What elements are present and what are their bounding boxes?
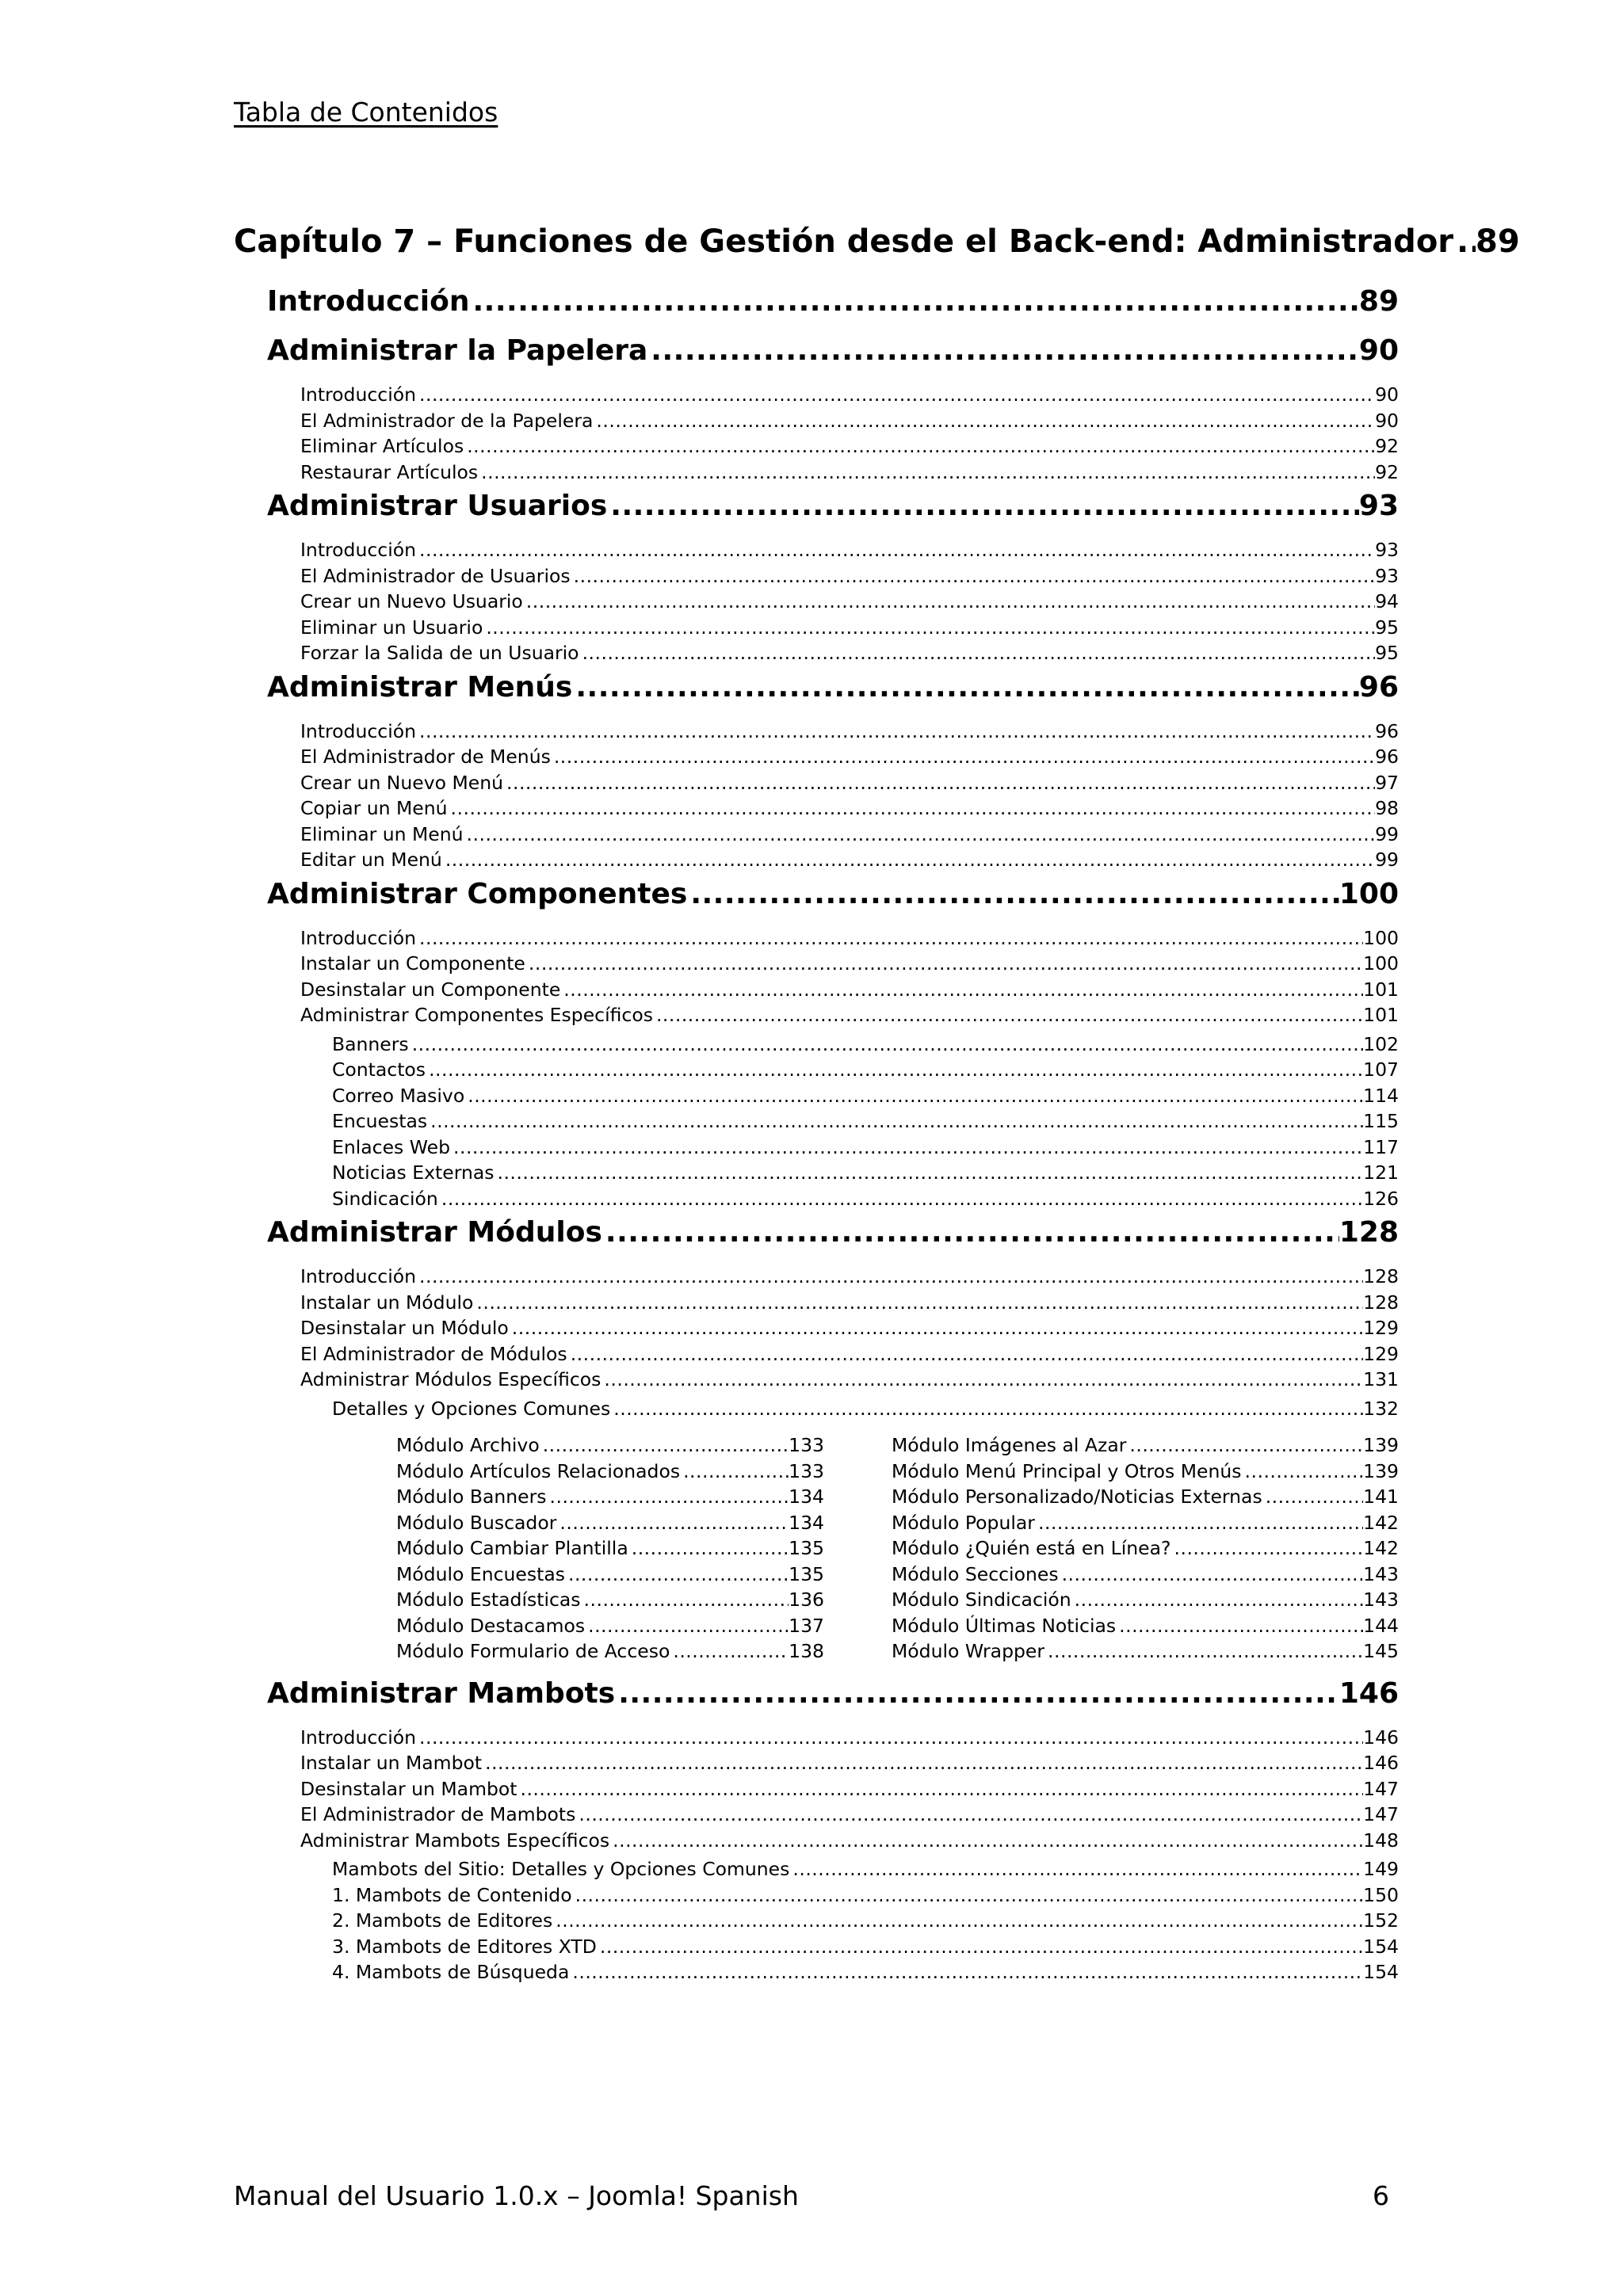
dot-leader (789, 1858, 1363, 1880)
toc-subitem[interactable] (332, 1961, 1399, 1987)
dot-leader (572, 671, 1359, 704)
dot-leader (556, 1512, 789, 1534)
dot-leader (503, 772, 1375, 794)
toc-subitem[interactable] (332, 1136, 1399, 1162)
toc-entry-title: Encuestas (332, 1110, 428, 1132)
toc-entry-page: 129 (1363, 1317, 1399, 1339)
dot-leader (448, 797, 1376, 819)
dot-leader (464, 823, 1376, 845)
dot-leader (551, 746, 1375, 768)
toc-entry-page: 93 (1375, 564, 1399, 587)
toc-entry-page: 90 (1375, 409, 1399, 432)
dot-leader (525, 952, 1363, 974)
toc-item[interactable] (300, 1829, 1399, 1855)
toc-entry-page: 143 (1363, 1589, 1399, 1611)
toc-entry-title: El Administrador de Usuarios (300, 564, 571, 587)
toc-entry-page: 133 (789, 1459, 824, 1482)
dot-leader (602, 1216, 1339, 1249)
dot-leader (628, 1537, 789, 1559)
toc-module-item[interactable] (892, 1512, 1399, 1538)
toc-section[interactable] (267, 334, 1399, 380)
toc-section[interactable] (267, 285, 1399, 331)
dot-leader (478, 461, 1375, 483)
toc-item[interactable] (300, 1004, 1399, 1030)
toc-entry-title: Introducción (300, 1726, 417, 1749)
toc-entry-title: Módulo Artículos Relacionados (396, 1459, 681, 1482)
dot-leader (1171, 1537, 1364, 1559)
toc-entry-title: Editar un Menú (300, 849, 442, 871)
toc-entry-title: Módulo Menú Principal y Otros Menús (892, 1459, 1242, 1482)
toc-item[interactable] (300, 461, 1399, 487)
toc-item[interactable] (300, 1368, 1399, 1394)
toc-entry-page: 89 (1358, 285, 1399, 318)
toc-entry-page: 143 (1363, 1562, 1399, 1585)
dot-leader (610, 1398, 1363, 1420)
toc-item[interactable] (300, 927, 1399, 953)
toc-entry-page: 100 (1338, 877, 1399, 910)
toc-entry-page: 142 (1363, 1511, 1399, 1534)
toc-entry-page: 136 (789, 1589, 824, 1611)
toc-subitem-list (234, 1858, 1399, 1987)
dot-leader (442, 849, 1375, 871)
toc-item[interactable] (300, 590, 1399, 616)
dot-leader (416, 927, 1363, 949)
toc-item[interactable] (300, 1726, 1399, 1753)
toc-item[interactable] (300, 1803, 1399, 1829)
toc-entry-title: 2. Mambots de Editores (332, 1909, 553, 1932)
toc-entry-title: Eliminar Artículos (300, 435, 464, 457)
toc-item[interactable] (300, 410, 1399, 436)
toc-entry-title: Desinstalar un Módulo (300, 1317, 509, 1339)
toc-item-list (234, 1265, 1399, 1394)
toc-entry-page: 90 (1375, 383, 1399, 406)
dot-leader (581, 1589, 789, 1611)
toc-entry-title: Módulo Archivo (396, 1434, 540, 1456)
dot-leader (416, 1265, 1363, 1287)
toc-entry-page: 141 (1363, 1486, 1399, 1508)
footer-title: Manual del Usuario 1.0.x – Joomla! Spanish (234, 2180, 799, 2211)
toc-entry-title: Administrar Módulos (267, 1216, 602, 1249)
dot-leader (523, 590, 1375, 612)
toc-entry-page: 100 (1363, 952, 1399, 974)
dot-leader (1044, 1640, 1363, 1662)
toc-entry-page: 128 (1338, 1216, 1399, 1249)
toc-item[interactable] (300, 849, 1399, 875)
dot-leader (687, 878, 1339, 910)
toc-entry-title: Administrar Usuarios (267, 490, 608, 522)
dot-leader (416, 383, 1375, 406)
toc-item-list (234, 720, 1399, 875)
toc-entry-title: Noticias Externas (332, 1161, 495, 1184)
toc-entry-page: 146 (1338, 1676, 1399, 1710)
toc-section[interactable] (267, 1216, 1399, 1262)
toc-entry-title: El Administrador de Módulos (300, 1342, 567, 1365)
toc-entry-page: 90 (1358, 334, 1399, 367)
toc-entry-title: Módulo Cambiar Plantilla (396, 1537, 628, 1559)
toc-entry-page: 126 (1363, 1187, 1399, 1210)
toc-entry-title: 1. Mambots de Contenido (332, 1883, 572, 1906)
toc-item[interactable] (300, 720, 1399, 746)
toc-subitem[interactable] (332, 1884, 1399, 1910)
toc-entry-title: Módulo Estadísticas (396, 1589, 581, 1611)
dot-leader (607, 490, 1359, 522)
toc-item[interactable] (300, 565, 1399, 591)
dot-leader (597, 1936, 1363, 1958)
dot-leader (470, 285, 1359, 318)
dot-leader (585, 1615, 789, 1637)
toc-entry-title: Instalar un Componente (300, 952, 525, 974)
toc-item[interactable] (300, 772, 1399, 798)
toc-chapter[interactable] (234, 223, 1520, 269)
toc-entry-page: 94 (1375, 590, 1399, 612)
toc-entry-page: 117 (1363, 1135, 1399, 1158)
toc-entry-title: Módulo Wrapper (892, 1640, 1045, 1662)
toc-entry-title: Módulo Popular (892, 1511, 1035, 1534)
toc-section[interactable] (267, 1677, 1399, 1723)
toc-entry-title: Módulo Últimas Noticias (892, 1614, 1117, 1637)
toc-subitem[interactable] (332, 1398, 1399, 1424)
dot-leader (482, 1752, 1363, 1774)
toc-entry-title: El Administrador de la Papelera (300, 409, 594, 432)
toc-entry-page: 152 (1363, 1909, 1399, 1932)
dot-leader (680, 1460, 789, 1482)
toc-entry-page: 146 (1363, 1752, 1399, 1774)
dot-leader (540, 1434, 789, 1456)
toc-item[interactable] (300, 383, 1399, 410)
toc-item-list (234, 927, 1399, 1030)
toc-entry-page: 97 (1375, 771, 1399, 794)
toc-entry-page: 147 (1363, 1803, 1399, 1825)
toc-item[interactable] (300, 1778, 1399, 1804)
toc-entry-page: 135 (789, 1537, 824, 1559)
toc-subitem-list (234, 1398, 1399, 1424)
toc-entry-title: Módulo Secciones (892, 1562, 1059, 1585)
toc-item[interactable] (300, 823, 1399, 849)
toc-entry-page: 132 (1363, 1397, 1399, 1420)
toc-entry-page: 139 (1363, 1459, 1399, 1482)
toc-entry-page: 139 (1363, 1434, 1399, 1456)
toc-module-columns (396, 1434, 1399, 1666)
toc-module-item[interactable] (396, 1537, 824, 1563)
toc-item[interactable] (300, 746, 1399, 772)
toc-entry-page: 101 (1363, 1004, 1399, 1026)
toc-entry-page: 107 (1363, 1058, 1399, 1081)
toc-item[interactable] (300, 1291, 1399, 1318)
toc-entry-page: 96 (1358, 670, 1399, 704)
toc-entry-title: Administrar Mambots (267, 1676, 616, 1710)
dot-leader (494, 1161, 1363, 1184)
toc-entry-title: Módulo Personalizado/Noticias Externas (892, 1486, 1262, 1508)
toc-entry-title: Introducción (300, 719, 417, 742)
toc-subitem[interactable] (332, 1085, 1399, 1111)
toc-entry-title: El Administrador de Mambots (300, 1803, 576, 1825)
toc-entry-page: 144 (1363, 1614, 1399, 1637)
dot-leader (416, 539, 1375, 561)
toc-entry-page: 142 (1363, 1537, 1399, 1559)
toc-column-right (892, 1434, 1399, 1666)
toc-item[interactable] (300, 616, 1399, 643)
toc-item[interactable] (300, 642, 1399, 668)
toc-subitem[interactable] (332, 1936, 1399, 1962)
toc-entry-page: 114 (1363, 1084, 1399, 1107)
dot-leader (1126, 1434, 1363, 1456)
toc-entry-page: 133 (789, 1434, 824, 1456)
toc-subitem[interactable] (332, 1858, 1399, 1884)
toc-entry-page: 145 (1363, 1640, 1399, 1662)
toc-module-item[interactable] (892, 1563, 1399, 1589)
toc-entry-page: 101 (1363, 978, 1399, 1001)
toc-entry-page: 99 (1375, 822, 1399, 845)
toc-item[interactable] (300, 1343, 1399, 1369)
toc-entry-page: 115 (1363, 1110, 1399, 1132)
toc-item-list (234, 383, 1399, 486)
dot-leader (575, 1803, 1363, 1825)
toc-entry-page: 102 (1363, 1032, 1399, 1055)
toc-entry-title: Introducción (300, 926, 417, 949)
toc-entry-page: 137 (789, 1614, 824, 1637)
dot-leader (593, 410, 1375, 432)
toc-entry-title: Restaurar Artículos (300, 460, 479, 483)
toc-entry-page: 154 (1363, 1961, 1399, 1983)
toc-entry-page: 148 (1363, 1829, 1399, 1852)
toc-module-item[interactable] (892, 1460, 1399, 1486)
toc-entry-title: Mambots del Sitio: Detalles y Opciones Comunes (332, 1858, 790, 1880)
toc-module-item[interactable] (892, 1640, 1399, 1666)
toc-module-item[interactable] (396, 1589, 824, 1615)
toc-item-list (234, 1726, 1399, 1855)
dot-leader (1059, 1563, 1364, 1585)
toc-entry-title: Introducción (300, 539, 417, 561)
toc-entry-title: Administrar Menús (267, 670, 573, 704)
toc-module-item[interactable] (892, 1589, 1399, 1615)
toc-entry-page: 89 (1476, 223, 1520, 260)
toc-entry-title: Introducción (300, 383, 417, 406)
toc-subitem[interactable] (332, 1188, 1399, 1214)
toc-module-item[interactable] (396, 1615, 824, 1641)
dot-leader (579, 642, 1376, 664)
dot-leader (571, 565, 1375, 587)
dot-leader (653, 1004, 1363, 1026)
dot-leader (547, 1486, 789, 1508)
dot-leader (1116, 1615, 1363, 1637)
toc-section[interactable] (267, 878, 1399, 924)
toc-entry-page: 92 (1375, 460, 1399, 483)
toc-module-item[interactable] (396, 1486, 824, 1512)
toc-entry-title: 4. Mambots de Búsqueda (332, 1961, 570, 1983)
dot-leader (464, 435, 1375, 457)
toc-subitem[interactable] (332, 1033, 1399, 1059)
toc-entry-title: Módulo Sindicación (892, 1589, 1071, 1611)
toc-entry-title: Enlaces Web (332, 1135, 450, 1158)
dot-leader (483, 616, 1375, 639)
toc-item[interactable] (300, 435, 1399, 461)
toc-entry-page: 146 (1363, 1726, 1399, 1749)
toc-entry-title: Módulo Imágenes al Azar (892, 1434, 1127, 1456)
toc-module-item[interactable] (396, 1512, 824, 1538)
toc-entry-page: 134 (789, 1511, 824, 1534)
dot-leader (416, 720, 1375, 742)
dot-leader (416, 1726, 1363, 1749)
page-header: Tabla de Contenidos (234, 97, 498, 128)
toc-entry-page: 98 (1375, 797, 1399, 819)
toc-entry-title: Administrar Mambots Específicos (300, 1829, 610, 1852)
toc-entry-page: 129 (1363, 1342, 1399, 1365)
toc-module-item[interactable] (892, 1615, 1399, 1641)
dot-leader (560, 978, 1363, 1001)
toc-entry-title: Eliminar un Menú (300, 822, 464, 845)
dot-leader (615, 1677, 1339, 1710)
toc-entry-page: 100 (1363, 926, 1399, 949)
toc-entry-page: 131 (1363, 1368, 1399, 1390)
toc-entry-page: 149 (1363, 1858, 1399, 1880)
dot-leader (438, 1188, 1363, 1210)
toc-subitem[interactable] (332, 1909, 1399, 1936)
toc-entry-title: Sindicación (332, 1187, 438, 1210)
toc-subitem[interactable] (332, 1058, 1399, 1085)
toc-section[interactable] (267, 671, 1399, 717)
toc-entry-title: Instalar un Módulo (300, 1291, 474, 1314)
toc-entry-page: 96 (1375, 719, 1399, 742)
toc-item[interactable] (300, 952, 1399, 978)
toc-item[interactable] (300, 978, 1399, 1005)
dot-leader (1453, 223, 1476, 260)
toc-item[interactable] (300, 797, 1399, 823)
toc-entry-page: 93 (1375, 539, 1399, 561)
dot-leader (609, 1829, 1363, 1852)
toc-column-left (396, 1434, 824, 1666)
toc-item[interactable] (300, 1752, 1399, 1778)
toc-entry-title: Administrar Componentes Específicos (300, 1004, 653, 1026)
toc-entry-title: Copiar un Menú (300, 797, 448, 819)
toc-subitem[interactable] (332, 1110, 1399, 1136)
toc-entry-title: Administrar Componentes (267, 877, 688, 910)
toc-entry-title: Módulo Buscador (396, 1511, 557, 1534)
toc-entry-page: 95 (1375, 642, 1399, 664)
toc-entry-title: Desinstalar un Componente (300, 978, 561, 1001)
toc-module-item[interactable] (396, 1563, 824, 1589)
toc-entry-title: Capítulo 7 – Funciones de Gestión desde el Back-end: Administrador (234, 223, 1454, 260)
toc-module-item[interactable] (396, 1640, 824, 1666)
toc-sections (234, 285, 1399, 1987)
toc-entry-title: Forzar la Salida de un Usuario (300, 642, 579, 664)
dot-leader (572, 1884, 1364, 1906)
toc-entry-page: 147 (1363, 1777, 1399, 1800)
toc-item[interactable] (300, 539, 1399, 565)
toc-entry-title: Módulo Encuestas (396, 1562, 565, 1585)
toc-entry-title: Instalar un Mambot (300, 1752, 483, 1774)
toc-entry-page: 93 (1358, 490, 1399, 522)
toc-item[interactable] (300, 1317, 1399, 1343)
dot-leader (565, 1563, 789, 1585)
toc-item-list (234, 539, 1399, 668)
dot-leader (1242, 1460, 1364, 1482)
toc-entry-title: Administrar la Papelera (267, 334, 648, 367)
dot-leader (450, 1136, 1363, 1158)
toc-subitem[interactable] (332, 1161, 1399, 1188)
toc-entry-page: 128 (1363, 1265, 1399, 1287)
dot-leader (552, 1909, 1363, 1932)
toc-entry-title: Contactos (332, 1058, 426, 1081)
dot-leader (427, 1110, 1363, 1132)
dot-leader (567, 1343, 1363, 1365)
toc-entry-title: Detalles y Opciones Comunes (332, 1397, 611, 1420)
dot-leader (517, 1778, 1363, 1800)
toc-module-item[interactable] (892, 1486, 1399, 1512)
dot-leader (1035, 1512, 1363, 1534)
dot-leader (601, 1368, 1363, 1390)
toc-entry-page: 121 (1363, 1161, 1399, 1184)
toc-entry-title: Módulo ¿Quién está en Línea? (892, 1537, 1171, 1559)
toc-entry-page: 150 (1363, 1883, 1399, 1906)
toc-entry-title: Crear un Nuevo Usuario (300, 590, 523, 612)
toc-entry-title: Módulo Formulario de Acceso (396, 1640, 670, 1662)
toc-entry-page: 134 (789, 1486, 824, 1508)
dot-leader (464, 1085, 1363, 1107)
dot-leader (647, 334, 1359, 367)
toc-entry-title: Introducción (300, 1265, 417, 1287)
toc-module-item[interactable] (892, 1434, 1399, 1460)
toc-entry-page: 99 (1375, 849, 1399, 871)
toc-entry-page: 92 (1375, 435, 1399, 457)
dot-leader (509, 1317, 1363, 1339)
toc-entry-title: Módulo Banners (396, 1486, 547, 1508)
toc-entry-title: Eliminar un Usuario (300, 616, 483, 639)
toc-entry-title: 3. Mambots de Editores XTD (332, 1935, 597, 1958)
toc-module-item[interactable] (892, 1537, 1399, 1563)
dot-leader (409, 1033, 1363, 1055)
toc-entry-page: 154 (1363, 1935, 1399, 1958)
toc-entry-title: El Administrador de Menús (300, 746, 551, 768)
toc-entry-title: Crear un Nuevo Menú (300, 771, 504, 794)
toc-module-item[interactable] (396, 1434, 824, 1460)
toc-subitem-list (234, 1033, 1399, 1214)
page-number: 6 (1373, 2180, 1389, 2211)
toc-entry-page: 135 (789, 1562, 824, 1585)
toc-entry-page: 128 (1363, 1291, 1399, 1314)
dot-leader (1071, 1589, 1363, 1611)
toc-entry-title: Banners (332, 1032, 409, 1055)
dot-leader (1262, 1486, 1363, 1508)
toc-entry-page: 95 (1375, 616, 1399, 639)
table-of-contents (234, 223, 1520, 1990)
toc-entry-title: Introducción (267, 285, 470, 318)
toc-entry-page: 138 (789, 1640, 824, 1662)
toc-entry-title: Administrar Módulos Específicos (300, 1368, 601, 1390)
toc-module-item[interactable] (396, 1460, 824, 1486)
toc-entry-title: Desinstalar un Mambot (300, 1777, 517, 1800)
dot-leader (426, 1058, 1363, 1081)
toc-section[interactable] (267, 490, 1399, 536)
toc-item[interactable] (300, 1265, 1399, 1291)
dot-leader (670, 1640, 789, 1662)
toc-entry-page: 96 (1375, 746, 1399, 768)
toc-entry-title: Correo Masivo (332, 1084, 465, 1107)
dot-leader (569, 1961, 1363, 1983)
toc-entry-title: Módulo Destacamos (396, 1614, 586, 1637)
dot-leader (473, 1291, 1363, 1314)
